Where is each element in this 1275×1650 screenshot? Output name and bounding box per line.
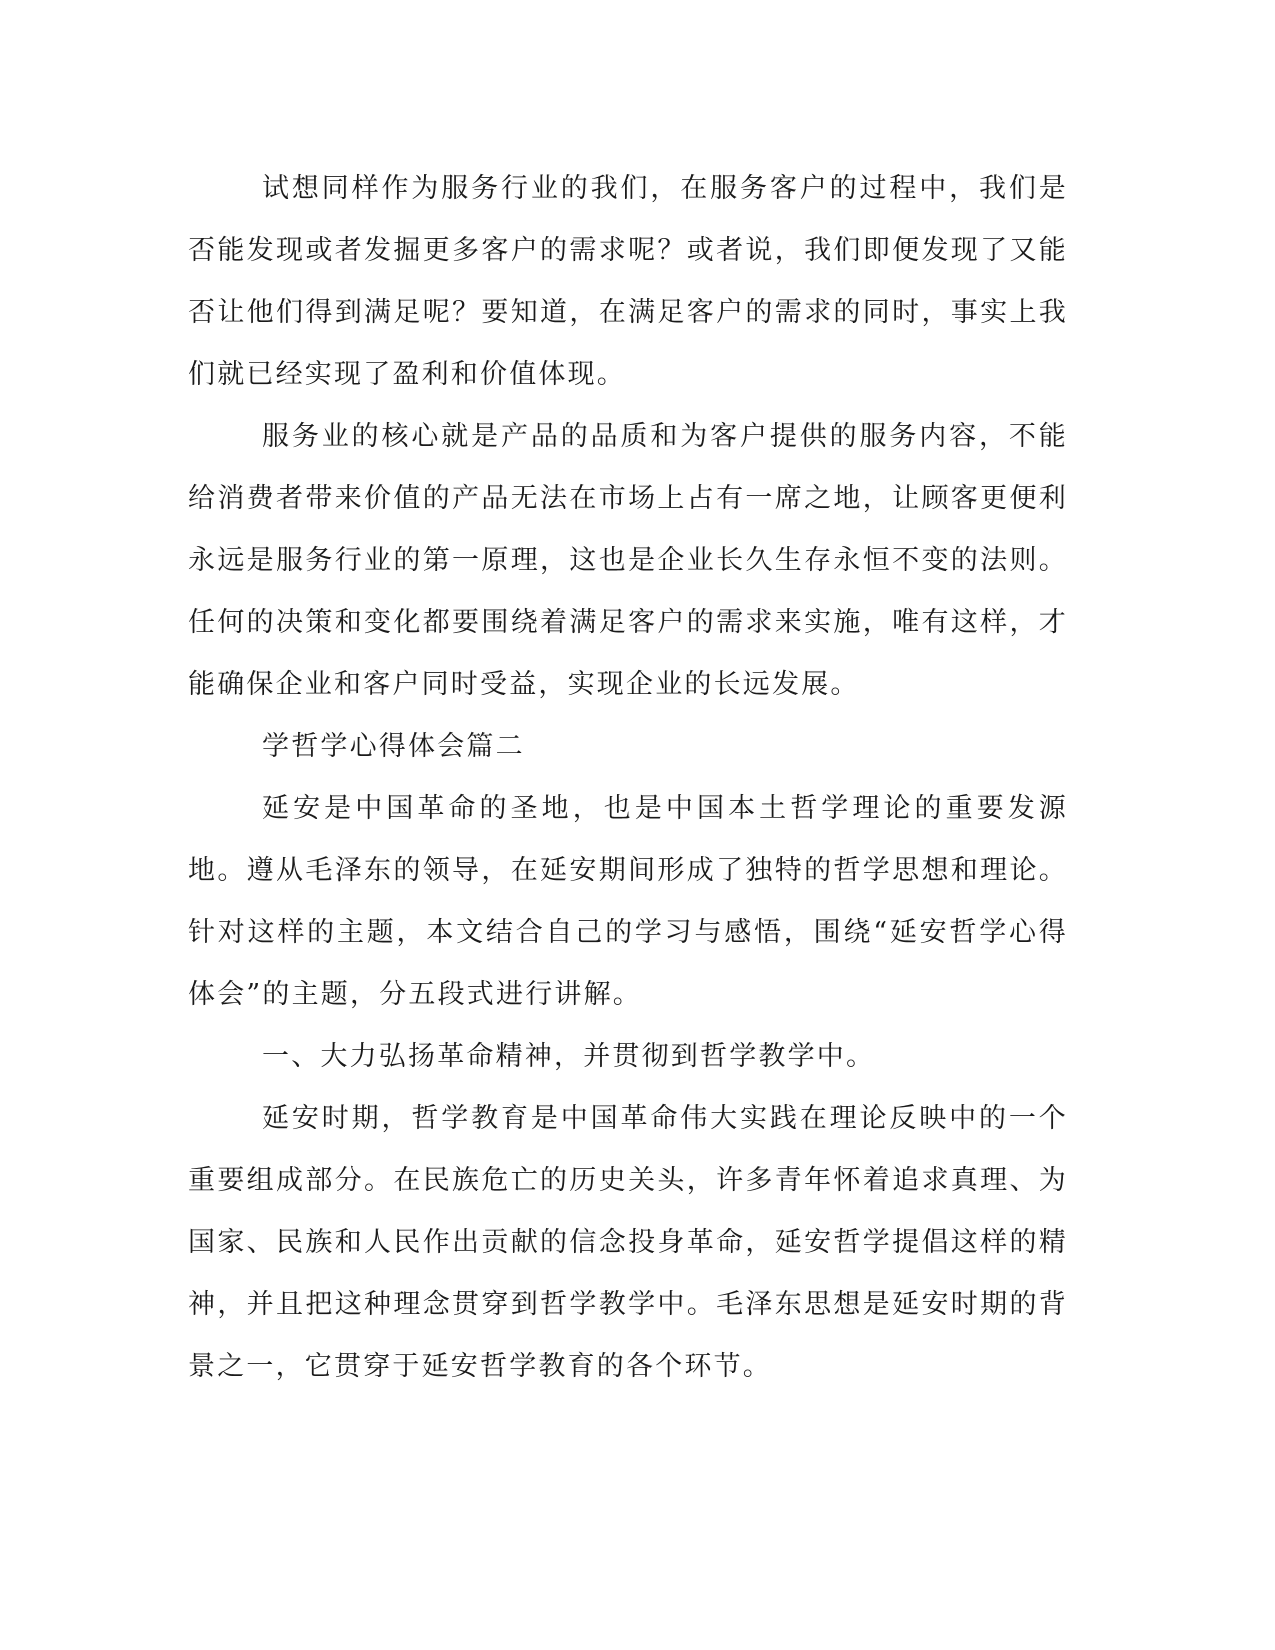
subheading-point-one: 一、大力弘扬革命精神，并贯彻到哲学教学中。 bbox=[262, 1041, 876, 1072]
section-heading: 学哲学心得体会篇二 bbox=[262, 731, 525, 762]
paragraph-service-needs: 试想同样作为服务行业的我们，在服务客户的过程中，我们是否能发现或者发掘更多客户的需求呢？或者说，我们即便发现了又能否让他们得到满足呢？要知道，在满足客户的需求的同时，事实上我们就已经实现了盈利和价值体现。 bbox=[188, 173, 1068, 390]
paragraph-yanan-education: 延安时期，哲学教育是中国革命伟大实践在理论反映中的一个重要组成部分。在民族危亡的历史关头，许多青年怀着追求真理、为国家、民族和人民作出贡献的信念投身革命，延安哲学提倡这样的精神，并且把这种理念贯穿到哲学教学中。毛泽东思想是延安时期的背景之一，它贯穿于延安哲学教育的各个环节。 bbox=[188, 1103, 1068, 1382]
paragraph-service-core: 服务业的核心就是产品的品质和为客户提供的服务内容，不能给消费者带来价值的产品无法在市场上占有一席之地，让顾客更便利永远是服务行业的第一原理，这也是企业长久生存永恒不变的法则。任何的决策和变化都要围绕着满足客户的需求来实施，唯有这样，才能确保企业和客户同时受益，实现企业的长远发展。 bbox=[188, 421, 1068, 700]
paragraph-yanan-intro: 延安是中国革命的圣地，也是中国本土哲学理论的重要发源地。遵从毛泽东的领导，在延安期间形成了独特的哲学思想和理论。针对这样的主题，本文结合自己的学习与感悟，围绕“延安哲学心得体会”的主题，分五段式进行讲解。 bbox=[188, 793, 1068, 1010]
document-body bbox=[188, 158, 1068, 1398]
